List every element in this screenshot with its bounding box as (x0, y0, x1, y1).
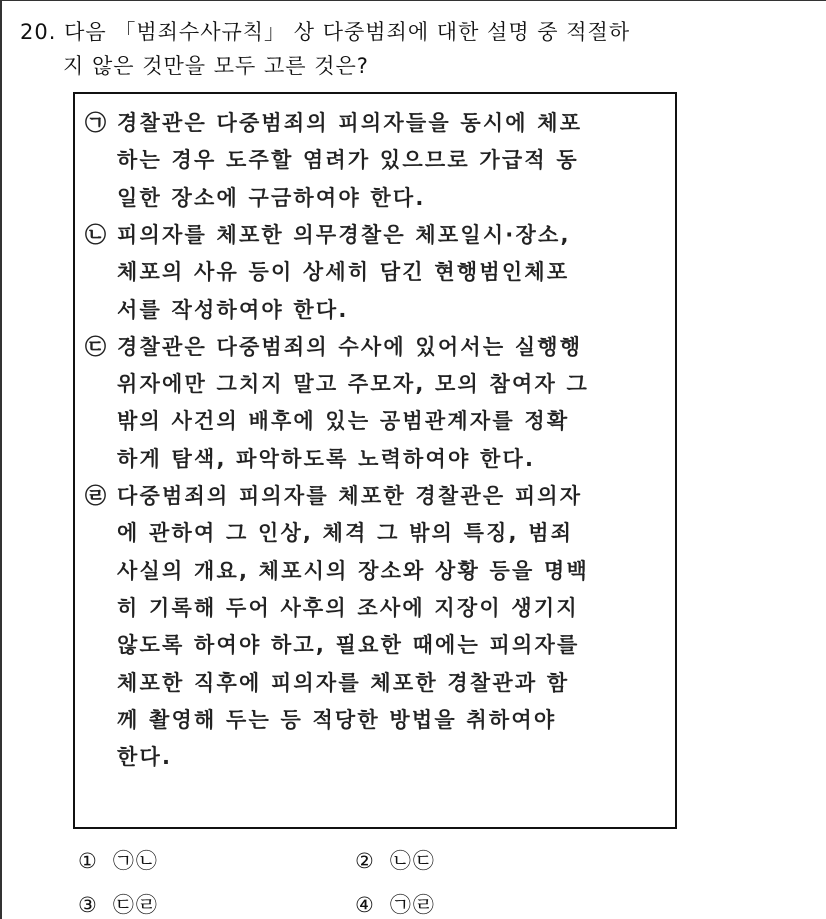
statement-line: 서를 작성하여야 한다. (117, 297, 349, 322)
statement-line: 한다. (117, 745, 173, 770)
statement-line: 피의자를 체포한 의무경찰은 체포일시·장소, (117, 222, 571, 247)
question-line-2: 지 않은 것만을 모두 고른 것은? (63, 54, 369, 78)
statement-marker: ㉠ (85, 111, 109, 135)
answer-option[interactable] (78, 889, 159, 919)
option-text: ㉠㉣ (389, 893, 436, 917)
statement-line: 다중범죄의 피의자를 체포한 경찰관은 피의자 (117, 484, 583, 508)
answer-option[interactable] (355, 889, 436, 919)
statement-line: 밖의 사건의 배후에 있는 공범관계자를 정확 (117, 409, 570, 434)
statement-line: 위자에만 그치지 말고 주모자, 모의 참여자 그 (117, 372, 589, 397)
question-line-1 (20, 16, 630, 46)
statement-line: 않도록 하여야 하고, 필요한 때에는 피의자를 (117, 633, 580, 658)
option-number: ④ (355, 893, 376, 917)
statement-line: 사실의 개요, 체포시의 장소와 상황 등을 명백 (117, 558, 589, 583)
statement-line: 하는 경우 도주할 염려가 있으므로 가급적 동 (117, 148, 579, 173)
option-text: ㉢㉣ (112, 893, 159, 917)
statement-line: 하게 탐색, 파악하도록 노력하여야 한다. (117, 446, 536, 471)
answer-option[interactable] (78, 845, 159, 875)
option-number: ③ (78, 893, 99, 917)
statement-line: 에 관하여 그 인상, 체격 그 밖의 특징, 범죄 (117, 521, 574, 546)
statement-line: 경찰관은 다중범죄의 피의자들을 동시에 체포 (117, 111, 583, 135)
question-number: 20. (20, 20, 57, 44)
statement-line: 히 기록해 두어 사후의 조사에 지장이 생기지 (117, 595, 579, 620)
option-text: ㉠㉡ (112, 849, 159, 873)
statement-line: 일한 장소에 구금하여야 한다. (117, 185, 426, 210)
statement-line: 경찰관은 다중범죄의 수사에 있어서는 실행행 (117, 334, 583, 359)
option-text: ㉡㉢ (389, 849, 436, 873)
statement-line: 께 촬영해 두는 등 적당한 방법을 취하여야 (117, 707, 557, 732)
statement-line: 체포의 사유 등이 상세히 담긴 현행범인체포 (117, 260, 570, 285)
option-number: ② (355, 849, 376, 873)
question-text: 다음 「범죄수사규칙」 상 다중범죄에 대한 설명 중 적절하 (64, 20, 631, 44)
statement-marker: ㉡ (85, 222, 109, 247)
answer-option[interactable] (355, 845, 436, 875)
statement-marker: ㉢ (85, 334, 109, 359)
statement-line: 체포한 직후에 피의자를 체포한 경찰관과 함 (117, 670, 570, 695)
option-number: ① (78, 849, 99, 873)
statement-marker: ㉣ (85, 484, 109, 508)
